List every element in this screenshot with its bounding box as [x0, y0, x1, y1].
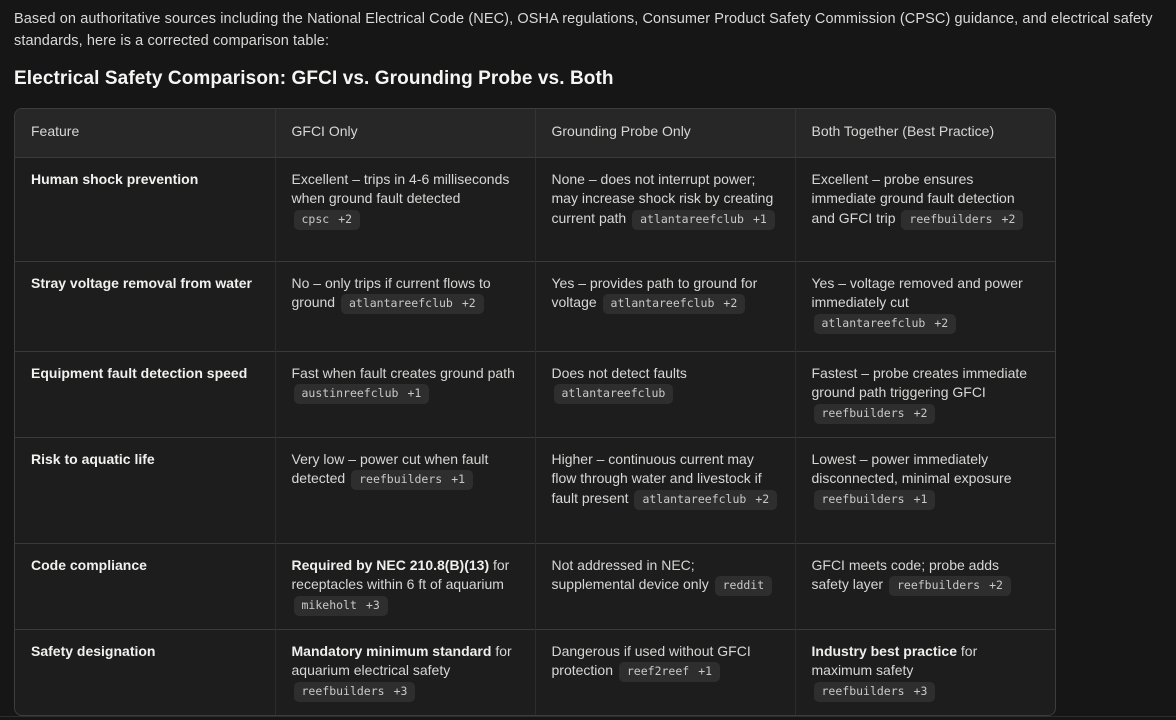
citation-count: +1 — [451, 472, 466, 486]
citation-source: mikeholt — [301, 597, 357, 612]
citation-source: reefbuilders — [821, 683, 905, 698]
citation-count: +2 — [989, 578, 1003, 592]
comparison-table — [14, 108, 1056, 716]
citation-source: atlantareefclub — [610, 296, 715, 310]
citation-count: +2 — [723, 296, 738, 310]
column-header: Feature — [15, 109, 275, 157]
citation-count: +2 — [461, 296, 476, 310]
cell-text: for aquarium electrical safety — [291, 642, 512, 678]
citation-source: reefbuilders — [301, 683, 385, 698]
table-row — [15, 261, 1055, 351]
feature-cell: Safety designation — [15, 629, 275, 715]
cell-text: Fastest – probe creates immediate ground path triggering GFCI — [811, 364, 1028, 400]
bottom-divider — [0, 716, 1176, 717]
citation-badge[interactable] — [294, 210, 361, 230]
citation-source: atlantareefclub — [640, 211, 744, 226]
citation-badge[interactable] — [814, 490, 936, 510]
citation-source: atlantareefclub — [821, 315, 926, 330]
citation-source: atlantareefclub — [561, 386, 666, 400]
citation-badge[interactable] — [294, 384, 430, 404]
value-cell — [535, 543, 795, 629]
citation-badge[interactable] — [351, 470, 473, 490]
citation-count: +1 — [407, 386, 422, 400]
cell-bold-text: Required by NEC 210.8(B)(13) — [291, 556, 490, 573]
column-header: Grounding Probe Only — [535, 109, 795, 157]
citation-badge[interactable] — [715, 576, 773, 596]
value-cell — [275, 261, 535, 351]
citation-badge[interactable] — [634, 490, 777, 510]
citation-count: +3 — [393, 683, 408, 698]
citation-badge[interactable] — [632, 210, 775, 230]
citation-badge[interactable] — [814, 682, 936, 702]
cell-text: Higher – continuous current may flow through water and livestock if fault present — [551, 450, 762, 506]
value-cell — [795, 543, 1055, 629]
value-cell — [275, 351, 535, 437]
citation-source: austinreefclub — [301, 386, 399, 400]
value-cell — [535, 261, 795, 351]
value-cell — [275, 629, 535, 715]
citation-badge[interactable] — [294, 596, 388, 616]
comparison-table-grid — [15, 109, 1055, 715]
cell-bold-text: Industry best practice — [811, 642, 957, 659]
citation-badge[interactable] — [554, 384, 674, 404]
cell-text: No – only trips if current flows to ground — [291, 274, 491, 310]
citation-count: +1 — [698, 664, 713, 678]
citation-badge[interactable] — [901, 210, 1023, 230]
table-row — [15, 629, 1055, 715]
citation-source: atlantareefclub — [642, 491, 747, 506]
citation-count: +2 — [338, 211, 353, 226]
column-header: GFCI Only — [275, 109, 535, 157]
citation-count: +3 — [913, 683, 928, 698]
value-cell — [795, 629, 1055, 715]
cell-text: GFCI meets code; probe adds safety layer — [811, 556, 1000, 592]
citation-source: cpsc — [301, 211, 330, 226]
cell-text: Dangerous if used without GFCI protection — [551, 642, 751, 678]
value-cell — [275, 543, 535, 629]
citation-count: +2 — [913, 405, 928, 420]
feature-cell: Code compliance — [15, 543, 275, 629]
citation-badge[interactable] — [603, 294, 746, 314]
value-cell — [795, 261, 1055, 351]
citation-badge[interactable] — [889, 576, 1011, 596]
citation-source: reefbuilders — [821, 405, 905, 420]
citation-badge[interactable] — [294, 682, 416, 702]
citation-source: reef2reef — [626, 664, 690, 678]
citation-badge[interactable] — [814, 404, 936, 424]
citation-source: reefbuilders — [909, 211, 993, 226]
column-header: Both Together (Best Practice) — [795, 109, 1055, 157]
cell-text: Very low – power cut when fault detected — [291, 450, 489, 486]
feature-cell: Risk to aquatic life — [15, 437, 275, 543]
citation-count: +2 — [755, 491, 770, 506]
citation-count: +3 — [365, 597, 380, 612]
cell-text: Yes – voltage removed and power immediately cut — [811, 274, 1023, 310]
citation-badge[interactable] — [341, 294, 484, 314]
citation-count: +2 — [1001, 211, 1016, 226]
cell-text: Lowest – power immediately disconnected, minimal exposure — [811, 450, 1012, 486]
feature-cell: Equipment fault detection speed — [15, 351, 275, 437]
cell-text: for maximum safety — [811, 642, 978, 678]
value-cell — [795, 351, 1055, 437]
cell-text: Not addressed in NEC; supplemental device only — [551, 556, 709, 592]
value-cell — [795, 437, 1055, 543]
cell-bold-text: Mandatory minimum standard — [291, 642, 492, 659]
feature-cell: Human shock prevention — [15, 157, 275, 261]
table-row — [15, 437, 1055, 543]
cell-text: Excellent – trips in 4-6 milliseconds when ground fault detected — [291, 170, 510, 206]
citation-badge[interactable] — [619, 662, 720, 682]
table-header-row — [15, 109, 1055, 157]
citation-source: reefbuilders — [359, 472, 443, 486]
table-body — [15, 157, 1055, 715]
value-cell — [535, 351, 795, 437]
citation-source: atlantareefclub — [348, 296, 453, 310]
citation-count: +2 — [934, 315, 949, 330]
citation-badge[interactable] — [814, 314, 957, 334]
value-cell — [535, 437, 795, 543]
citation-source: reefbuilders — [896, 578, 981, 592]
value-cell — [275, 437, 535, 543]
citation-count: +1 — [752, 211, 767, 226]
feature-cell: Stray voltage removal from water — [15, 261, 275, 351]
cell-text: Excellent – probe ensures immediate ground fault detection and GFCI trip — [811, 170, 1015, 226]
citation-count: +1 — [913, 491, 928, 506]
table-row — [15, 543, 1055, 629]
cell-text: Does not detect faults — [551, 364, 687, 381]
intro-text: Based on authoritative sources including the National Electrical Code (NEC), OSHA regulations, Consumer Product Safety Commission (CPSC) guidance, and electrical safety standards, here is a corrected comparison table: — [14, 11, 1153, 49]
citation-source: reddit — [722, 578, 765, 592]
section-title: Electrical Safety Comparison: GFCI vs. Grounding Probe vs. Both — [14, 68, 614, 89]
cell-text: Yes – provides path to ground for voltage — [551, 274, 758, 310]
table-row — [15, 157, 1055, 261]
table-row — [15, 351, 1055, 437]
value-cell — [535, 629, 795, 715]
value-cell — [275, 157, 535, 261]
value-cell — [535, 157, 795, 261]
cell-text: for receptacles within 6 ft of aquarium — [291, 556, 510, 592]
citation-source: reefbuilders — [821, 491, 905, 506]
cell-text: None – does not interrupt power; may increase shock risk by creating current path — [551, 170, 774, 226]
value-cell — [795, 157, 1055, 261]
cell-text: Fast when fault creates ground path — [291, 364, 515, 381]
